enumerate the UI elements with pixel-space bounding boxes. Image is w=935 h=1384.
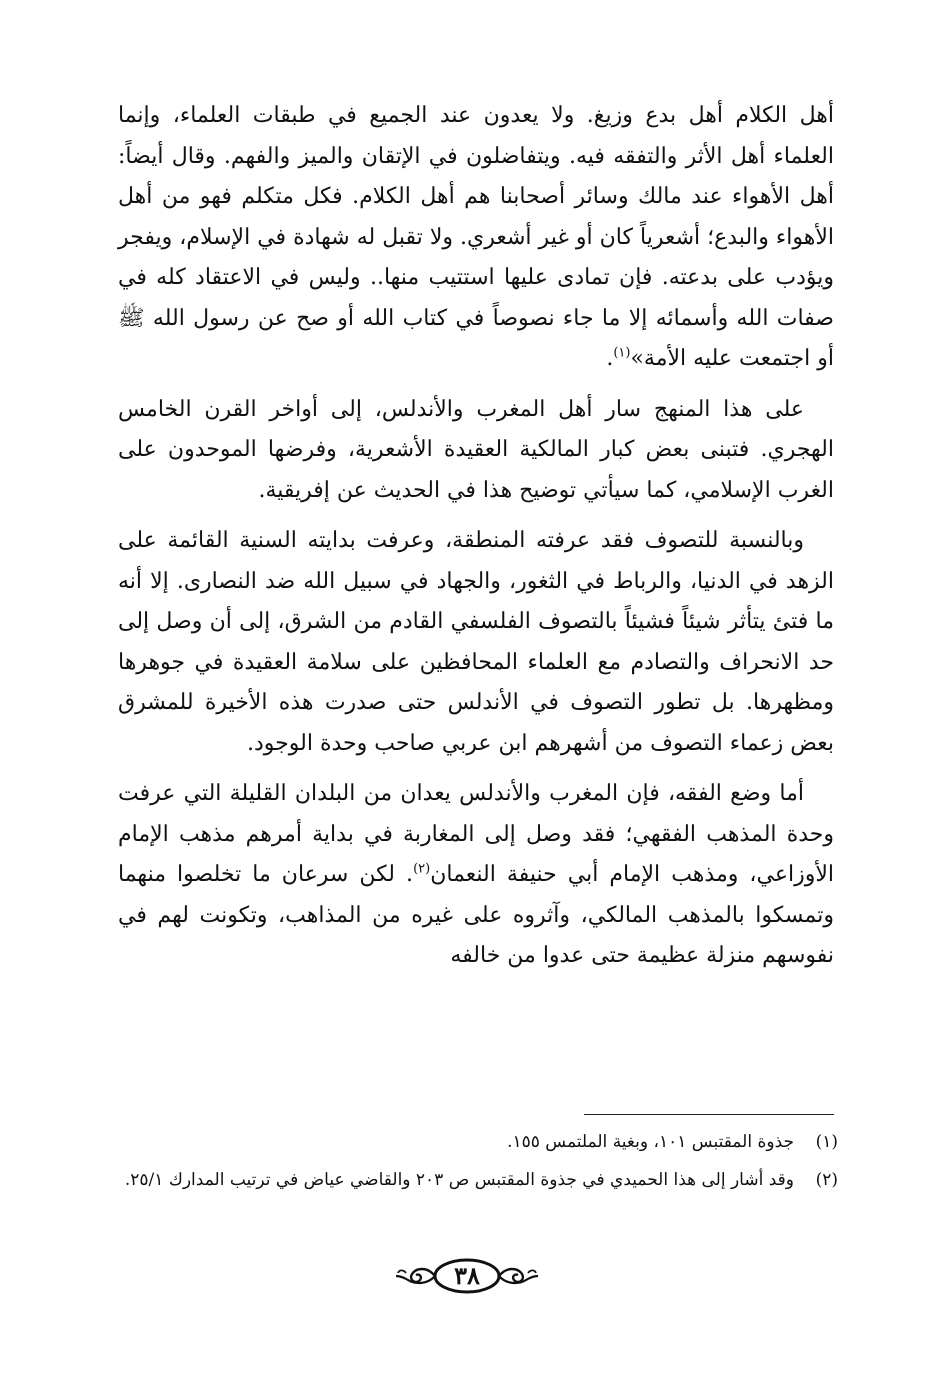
- footnote-ref-2[interactable]: (٢): [413, 861, 431, 877]
- paragraph-1-end: .: [606, 346, 614, 371]
- footnote-2-text: وقد أشار إلى هذا الحميدي في جذوة المقتبس ص ٢٠٣ والقاضي عياض في ترتيب المدارك ٢٥/١.: [124, 1170, 794, 1190]
- paragraph-1: [118, 96, 834, 380]
- paragraph-2: على هذا المنهج سار أهل المغرب والأندلس، إلى أواخر القرن الخامس الهجري. فتبنى بعض كبار المالكية العقيدة الأشعرية، وفرضها الموحدون على الغرب الإسلامي، كما سيأتي توضيح هذا في الحديث عن إفريقية.: [118, 396, 834, 503]
- footnote-ref-1[interactable]: (١): [613, 345, 631, 361]
- page-number-ornament: [394, 1254, 540, 1298]
- footnote-separator: [584, 1114, 834, 1115]
- paragraph-3: وبالنسبة للتصوف فقد عرفته المنطقة، وعرفت بدايته السنية القائمة على الزهد في الدنيا، والرباط في الثغور، والجهاد في سبيل الله ضد النصارى. إلا أنه ما فتئ يتأثر شيئاً فشيئاً بالتصوف الفلسفي القادم من الشرق، إلى أن وصل إلى حد الانحراف والتصادم مع العلماء المحافظين على سلامة العقيدة في جوهرها ومظهرها. بل تطور التصوف في الأندلس حتى صدرت هذه الأخيرة للمشرق بعض زعماء التصوف من أشهرهم ابن عربي صاحب وحدة الوجود.: [118, 528, 834, 756]
- footnote-1-number: (١): [815, 1132, 838, 1152]
- footnotes: [96, 1128, 838, 1204]
- page-number: ٣٨: [454, 1261, 480, 1290]
- footnote-1-text: جذوة المقتبس ١٠١، وبغية الملتمس ١٥٥.: [507, 1132, 794, 1152]
- paragraph-1-text: أهل الكلام أهل بدع وزيغ. ولا يعدون عند الجميع في طبقات العلماء، وإنما العلماء أهل الأثر والتفقه فيه. ويتفاضلون في الإتقان والميز والفهم. وقال أيضاً: أهل الأهواء عند مالك وسائر أصحابنا هم أهل الكلام. فكل متكلم فهو من أهل الأهواء والبدع؛ أشعرياً كان أو غير أشعري. ولا تقبل له شهادة في الإسلام، ويفجر ويؤدب على بدعته. فإن تمادى عليها استتيب منها.. وليس في الاعتقاد كله في صفات الله وأسمائه إلا ما جاء نصوصاً في كتاب الله أو صح عن رسول الله ﷺ أو اجتمعت عليه الأمة»: [118, 103, 834, 371]
- footnote-2-number: (٢): [815, 1170, 838, 1190]
- paragraph-4: [118, 774, 834, 977]
- footnote-1: [96, 1128, 838, 1156]
- paragraph-4-text-a: أما وضع الفقه، فإن المغرب والأندلس يعدان من البلدان القليلة التي عرفت وحدة المذهب الفقهي؛ فقد وصل إلى المغاربة في بداية أمرهم مذهب الإمام الأوزاعي، ومذهب الإمام أبي حنيفة النعمان: [118, 781, 834, 887]
- main-text: [118, 96, 834, 977]
- paragraph-4-text-b: . لكن سرعان ما تخلصوا منهما وتمسكوا بالمذهب المالكي، وآثروه على غيره من المذاهب، وتكونت لهم في نفوسهم منزلة عظيمة حتى عدوا من خالفه: [118, 862, 834, 968]
- footnote-2: [96, 1166, 838, 1194]
